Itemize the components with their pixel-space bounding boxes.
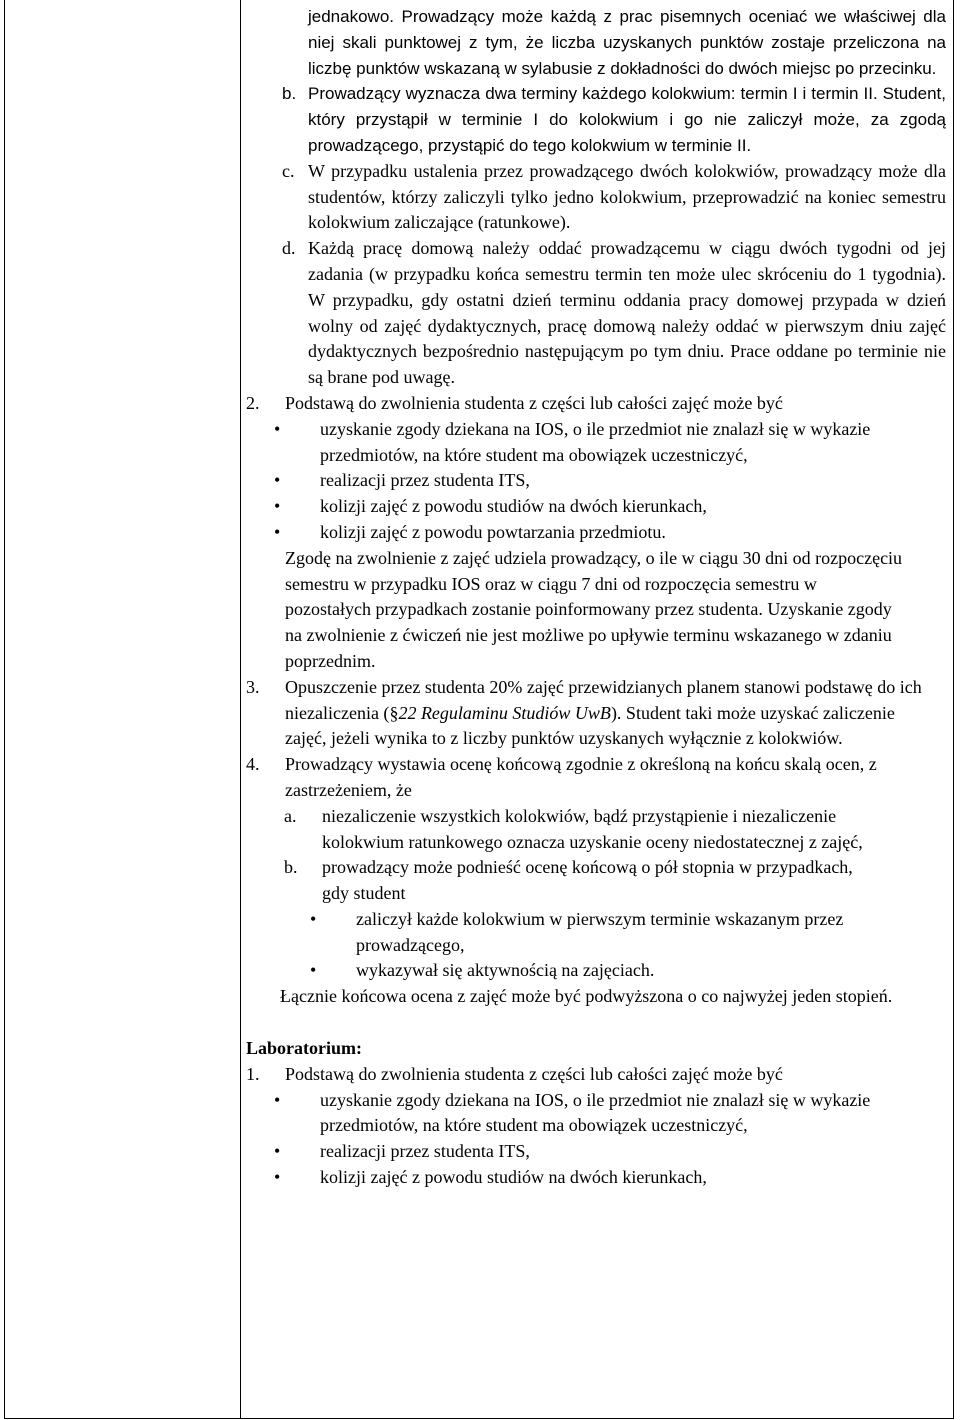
point-3: 3. Opuszczenie przez studenta 20% zajęć przewidzianych planem stanowi podstawę do ich niezaliczenia (§22 Regulaminu Studiów UwB). Student taki może uzyskać zaliczenie zajęć, jeżeli wynika to z liczby punktów uzyskanych wyłącznie z kolokwiów. [246,676,922,749]
item-b [282,81,946,158]
regulation-reference: 22 Regulaminu Studiów UwB [398,702,611,723]
item-b-text: Prowadzący wyznacza dwa terminy każdego kolokwium: termin I i termin II. Student, który przystąpił w terminie I do kolokwium i go nie zaliczył może, za zgodą prowadzącego, przystąpić do tego kolokwium w terminie II. [308,84,946,155]
point-3-marker: 3. [246,676,260,697]
document-content [246,4,946,1191]
bullet-icon: • [274,496,281,517]
point-2-bullet: • kolizji zajęć z powodu powtarzania przedmiotu. [246,520,946,546]
bullet-icon: • [310,960,317,981]
bullet-icon: • [274,1089,281,1110]
item-c [282,159,946,236]
item-d-text: Każdą pracę domową należy oddać prowadzącemu w ciągu dwóch tygodni od jej zadania (w przypadku końca semestru termin ten może ulec skróceniu do 1 tygodnia). W przypadku, gdy ostatni dzień terminu oddania pracy domowej przypada w dzień wolny od zajęć dydaktycznych, pracę domową należy oddać w pierwszym dniu zajęć dydaktycznych bezpośrednio następującym po tym dniu. Prace oddane po terminie nie są brane pod uwagę. [308,238,946,388]
point-4-marker: 4. [246,754,260,775]
item-d-marker: d. [282,238,296,259]
point-4-intro: Prowadzący wystawia ocenę końcową zgodnie z określoną na końcu skalą ocen, z zastrzeżeniem, że [285,754,877,800]
bullet-icon: • [274,1141,281,1162]
bullet-icon: • [274,1167,281,1188]
section-symbol: § [389,702,399,723]
point-2-bullet: • uzyskanie zgody dziekana na IOS, o ile przedmiot nie znalazł się w wykazie przedmiotów, na które student ma obowiązek uczestniczyć, [274,418,871,465]
lab-heading: Laboratorium: [246,1038,362,1059]
point-2-bullet: • kolizji zajęć z powodu studiów na dwóch kierunkach, [246,494,946,520]
lab-point-1-marker: 1. [246,1063,260,1084]
point-4-bullet: • zaliczył każde kolokwium w pierwszym terminie wskazanym przez prowadzącego, [310,908,844,955]
point-2-marker: 2. [246,392,260,413]
lab-bullet: • uzyskanie zgody dziekana na IOS, o ile przedmiot nie znalazł się w wykazie przedmiotów, na które student ma obowiązek uczestniczyć, [274,1089,871,1136]
point-4-bullet: • wykazywał się aktywnością na zajęciach. [246,958,946,984]
point-4-sub-a: a. niezaliczenie wszystkich kolokwiów, bądź przystąpienie i niezaliczenie kolokwium ratunkowego oznacza uzyskanie oceny niedostatecznej z zajęć, [284,805,863,852]
bullet-icon: • [274,521,281,542]
bullet-icon: • [274,418,281,439]
bullet-icon: • [310,908,317,929]
item-b-marker: b. [282,84,297,104]
column-divider [240,0,241,1419]
point-2-intro: Podstawą do zwolnienia studenta z części lub całości zajęć może być [285,392,783,413]
lab-bullet: • realizacji przez studenta ITS, [246,1139,946,1165]
item-d [282,236,946,391]
point-2 [246,391,946,417]
point-4-sub-b: b. prowadzący może podnieść ocenę końcową o pół stopnia w przypadkach, gdy student [284,857,853,904]
point-2-after: Zgodę na zwolnienie z zajęć udziela prowadzący, o ile w ciągu 30 dni od rozpoczęciu semestru w przypadku IOS oraz w ciągu 7 dni od rozpoczęcia semestru w pozostałych przypadkach zostanie poinformowany przez studenta. Uzyskanie zgody na zwolnienie z ćwiczeń nie jest możliwe po upływie terminu wskazanego w zdaniu poprzednim. [285,547,903,671]
lab-point-1: 1. Podstawą do zwolnienia studenta z części lub całości zajęć może być [246,1062,946,1088]
point-4-after: Łącznie końcowa ocena z zajęć może być podwyższona o co najwyżej jeden stopień. [280,986,893,1007]
section-a-tail: jednakowo. Prowadzący może każdą z prac pisemnych oceniać we właściwej dla niej skali punktowej z tym, że liczba uzyskanych punktów zostaje przeliczona na liczbę punktów wskazaną w sylabusie z dokładności do dwóch miejsc po przecinku. [308,7,946,78]
lab-bullet: • kolizji zajęć z powodu studiów na dwóch kierunkach, [246,1165,946,1191]
bullet-icon: • [274,470,281,491]
item-c-marker: c. [282,160,295,181]
point-2-bullet: • realizacji przez studenta ITS, [246,468,946,494]
point-4 [246,752,946,804]
item-c-text: W przypadku ustalenia przez prowadzącego dwóch kolokwiów, prowadzący może dla studentów, którzy zaliczyli tylko jedno kolokwium, przeprowadzić na koniec semestru kolokwium zaliczające (ratunkowe). [308,160,946,233]
